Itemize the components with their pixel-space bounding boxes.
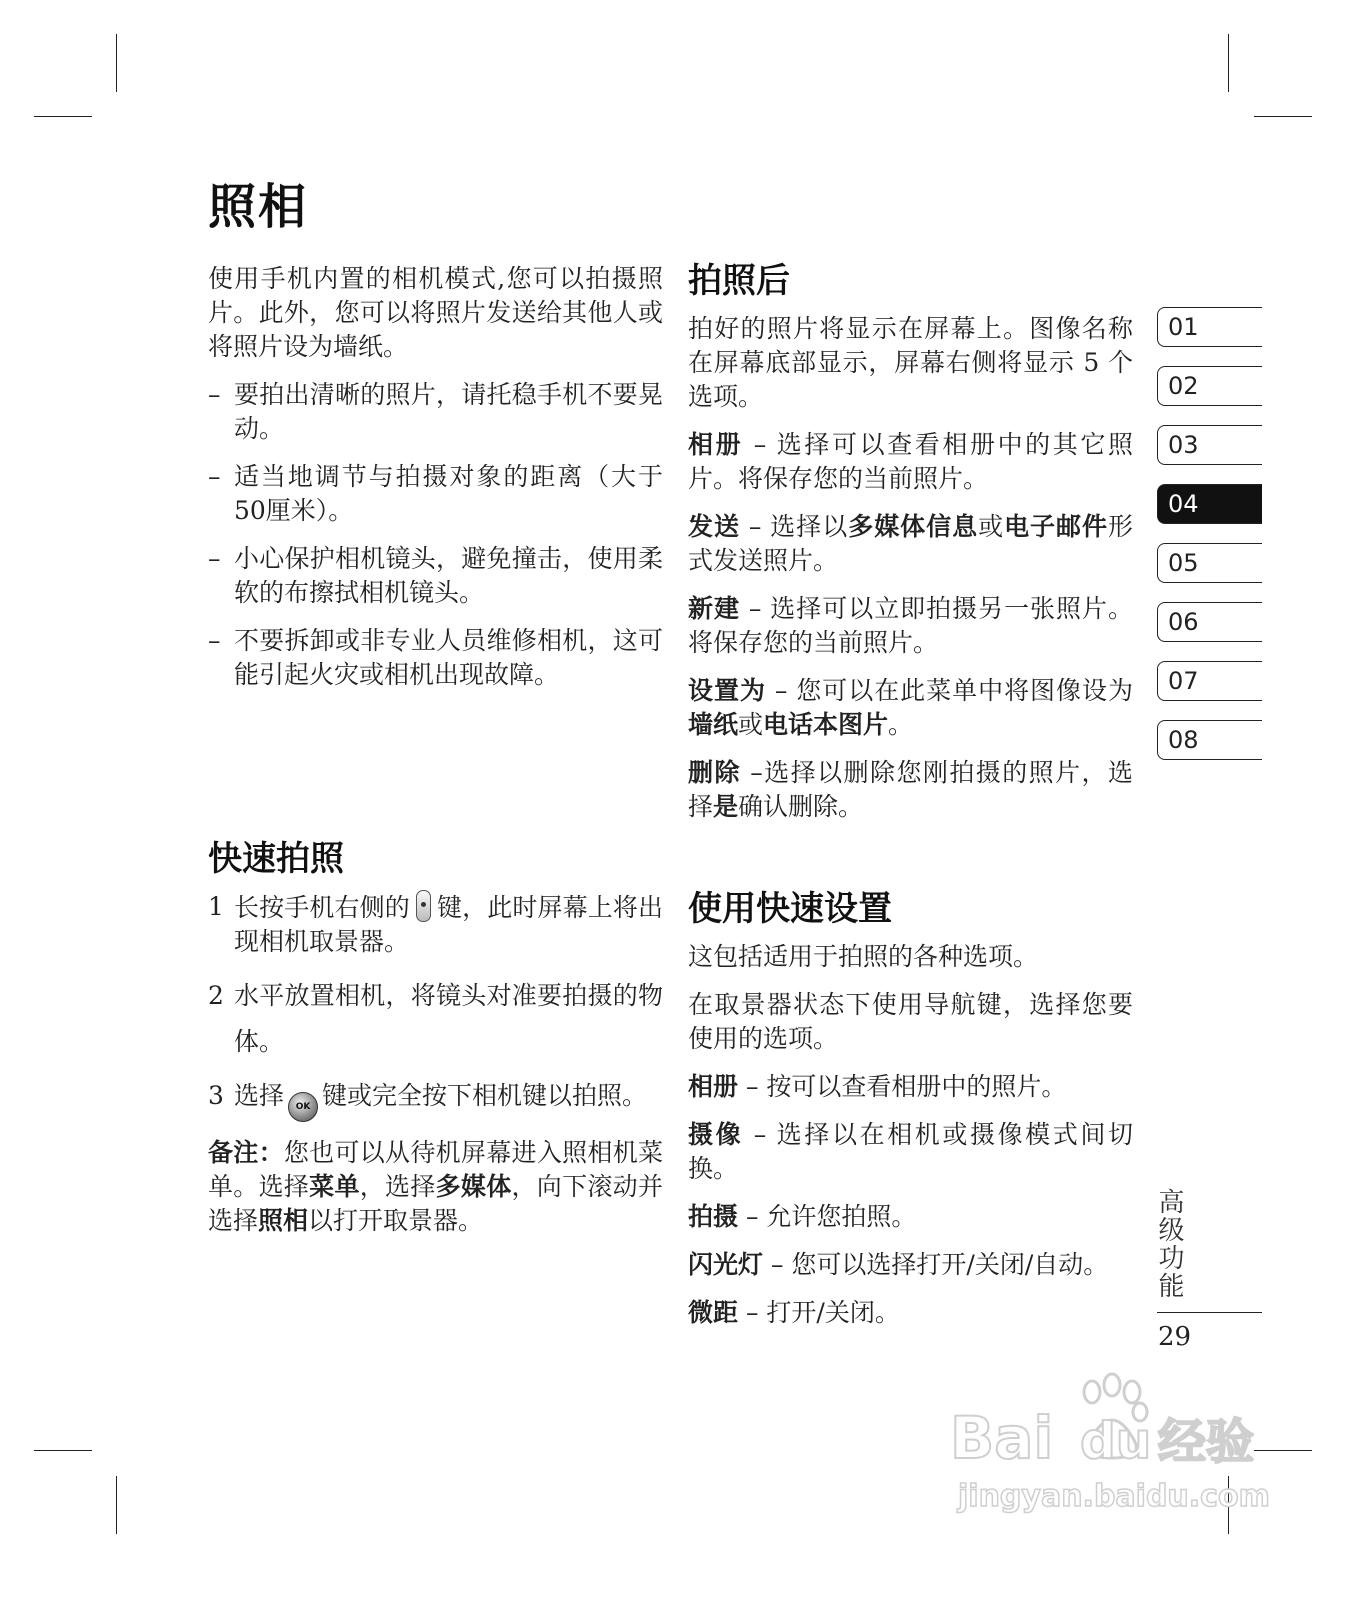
page-title: 照相: [208, 179, 309, 235]
crop-mark: [34, 116, 92, 117]
note-paragraph: [208, 1136, 663, 1238]
watermark-brand2: du: [1080, 1412, 1152, 1470]
option-text: 。: [888, 710, 914, 739]
tip-item: [208, 460, 663, 528]
option-new: [688, 592, 1133, 660]
dash-marker: –: [208, 544, 221, 573]
intro-paragraph: 使用手机内置的相机模式,您可以拍摄照片。此外，您可以将照片发送给其他人或将照片设为墙纸。: [208, 264, 663, 361]
step-number: 2: [208, 981, 224, 1010]
tip-text: 不要拆卸或非专业人员维修相机，这可能引起火灾或相机出现故障。: [234, 626, 663, 689]
baidu-watermark: [940, 1370, 1270, 1520]
chapter-tab-02: 02: [1157, 366, 1262, 406]
option-set-as: [688, 674, 1133, 742]
chapter-tab-05: 05: [1157, 543, 1262, 583]
chapter-tab-01: 01: [1157, 307, 1262, 347]
crop-mark: [116, 34, 117, 92]
crop-mark: [1254, 116, 1312, 117]
setting-item: [688, 1118, 1133, 1186]
menu-term: 墙纸: [688, 710, 739, 739]
option-label: 设置为: [688, 676, 766, 705]
note-text: ，向下滚动并选择: [208, 1172, 663, 1235]
watermark-suffix: 经验: [1158, 1414, 1255, 1470]
crop-mark: [34, 1450, 92, 1451]
step-number: 3: [208, 1081, 224, 1110]
setting-text: – 按可以查看相册中的照片。: [738, 1072, 1067, 1101]
step-text: 水平放置相机，将镜头对准要拍摄的物体。: [234, 981, 663, 1056]
setting-item: [688, 1248, 1133, 1282]
section-title: 拍照后: [688, 261, 790, 301]
step-text: 键或完全按下相机键以拍照。: [322, 1081, 648, 1110]
option-delete: [688, 756, 1133, 824]
setting-label: 微距: [688, 1298, 739, 1327]
chapter-tab-08: 08: [1157, 720, 1262, 760]
ok-key-icon: OK: [288, 1092, 318, 1122]
setting-text: – 您可以选择打开/关闭/自动。: [763, 1250, 1109, 1279]
option-text: – 您可以在此菜单中将图像设为: [765, 676, 1133, 705]
setting-label: 拍摄: [688, 1202, 739, 1231]
setting-item: [688, 1070, 1133, 1104]
option-text: – 选择可以立即拍摄另一张照片。将保存您的当前照片。: [688, 594, 1133, 657]
option-text: 形式发送照片。: [688, 512, 1133, 575]
intro-section: [208, 262, 663, 706]
section-title: 快速拍照: [208, 839, 344, 879]
watermark-url: jingyan.baidu.com: [958, 1479, 1270, 1514]
step-number: 1: [208, 892, 224, 921]
note-text: ，选择: [359, 1172, 436, 1201]
chapter-side-label: 高级功能: [1154, 1188, 1184, 1300]
tip-item: [208, 542, 663, 610]
footer-rule: [1157, 1312, 1262, 1313]
note-text: 您也可以从待机屏幕进入照相机菜单。选择: [208, 1138, 663, 1201]
option-send: [688, 510, 1133, 578]
chapter-tab-04: 04: [1157, 484, 1262, 524]
side-key-icon: [416, 890, 431, 922]
menu-term: 电话本图片: [763, 710, 889, 739]
option-album: [688, 428, 1133, 496]
option-text: 或: [738, 710, 764, 739]
tip-text: 适当地调节与拍摄对象的距离（大于50厘米）。: [234, 462, 663, 525]
option-label: 相册: [688, 430, 744, 459]
tip-text: 要拍出清晰的照片，请托稳手机不要晃动。: [234, 380, 663, 443]
chapter-tab-03: 03: [1157, 425, 1262, 465]
settings-paragraph: 这包括适用于拍照的各种选项。: [688, 942, 1039, 971]
option-text: – 选择以: [739, 512, 849, 541]
crop-mark: [1228, 34, 1229, 92]
step-item: [208, 973, 663, 1065]
step-text: 长按手机右侧的: [234, 893, 410, 922]
option-label: 删除: [688, 758, 741, 787]
quick-settings-section: [688, 888, 1133, 1344]
dash-marker: –: [208, 380, 221, 409]
note-label: 备注：: [208, 1138, 284, 1167]
note-text: 以打开取景器。: [308, 1206, 484, 1235]
setting-item: [688, 1296, 1133, 1330]
menu-term: 是: [713, 792, 739, 821]
step-text: 键，此时屏幕上将出现相机取景器。: [234, 893, 663, 956]
tip-text: 小心保护相机镜头，避免撞击，使用柔软的布擦拭相机镜头。: [234, 544, 663, 607]
step-item: [208, 890, 663, 959]
step-item: [208, 1079, 663, 1122]
menu-term: 照相: [258, 1206, 309, 1235]
menu-term: 多媒体信息: [848, 512, 979, 541]
option-text: 或: [978, 512, 1005, 541]
option-text: –选择以删除您刚拍摄的照片，选择: [688, 758, 1133, 821]
option-text: – 选择可以查看相册中的其它照片。将保存您的当前照片。: [688, 430, 1133, 493]
menu-term: 多媒体: [435, 1172, 512, 1201]
section-title: 使用快速设置: [688, 889, 892, 929]
setting-label: 摄像: [688, 1120, 744, 1149]
tip-item: [208, 624, 663, 692]
setting-item: [688, 1200, 1133, 1234]
menu-term: 电子邮件: [1004, 512, 1108, 541]
option-label: 新建: [688, 594, 740, 623]
page-number: 29: [1158, 1322, 1192, 1352]
settings-paragraph: 在取景器状态下使用导航键，选择您要使用的选项。: [688, 990, 1133, 1053]
setting-label: 闪光灯: [688, 1250, 764, 1279]
setting-text: – 允许您拍照。: [738, 1202, 917, 1231]
setting-text: – 打开/关闭。: [738, 1298, 900, 1327]
option-label: 发送: [688, 512, 740, 541]
quick-shot-section: [208, 838, 663, 1252]
chapter-tab-07: 07: [1157, 661, 1262, 701]
dash-marker: –: [208, 462, 221, 491]
chapter-tab-06: 06: [1157, 602, 1262, 642]
after-shot-section: [688, 260, 1133, 838]
tip-item: [208, 378, 663, 446]
crop-mark: [116, 1476, 117, 1534]
option-text: 确认删除。: [738, 792, 864, 821]
chapter-tabs: [1157, 307, 1262, 779]
setting-label: 相册: [688, 1072, 739, 1101]
setting-text: – 选择以在相机或摄像模式间切换。: [688, 1120, 1133, 1183]
after-shot-intro: 拍好的照片将显示在屏幕上。图像名称在屏幕底部显示，屏幕右侧将显示 5 个选项。: [688, 314, 1133, 411]
menu-term: 菜单: [309, 1172, 360, 1201]
step-text: 选择: [234, 1081, 285, 1110]
watermark-brand: Bai: [950, 1404, 1054, 1472]
dash-marker: –: [208, 626, 221, 655]
